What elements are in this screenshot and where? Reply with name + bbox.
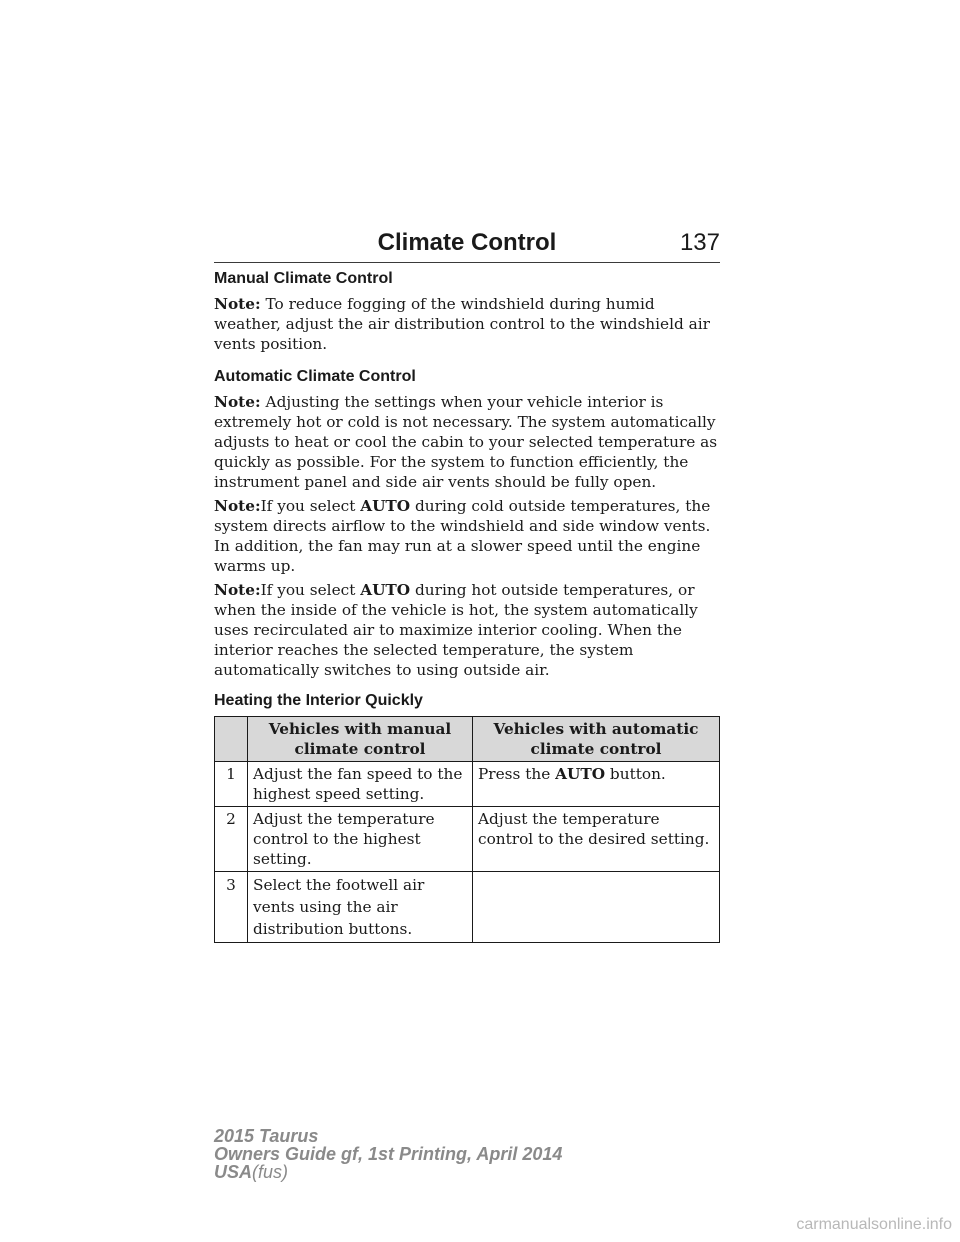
cell-text-pre: Press the xyxy=(478,765,556,783)
footer-region: (fus) xyxy=(252,1162,289,1182)
cell-text-post: button. xyxy=(605,765,666,783)
note-automatic-1 xyxy=(214,392,722,492)
note-text-post: during hot outside temperatures, or when the inside of the vehicle is hot, the system automatically uses recirculated air to maximize interior cooling. When the interior reaches the selected temperature, the system automatically switches to using outside air. xyxy=(214,581,698,679)
document-footer xyxy=(214,1127,562,1181)
page-header xyxy=(214,224,720,263)
note-text-pre: If you select xyxy=(260,497,361,515)
section-heading-heating: Heating the Interior Quickly xyxy=(214,692,423,709)
note-label: Note: xyxy=(214,295,261,313)
cell-automatic xyxy=(473,872,720,943)
footer-market xyxy=(214,1163,562,1181)
row-number: 1 xyxy=(215,762,248,807)
auto-keyword: AUTO xyxy=(360,581,411,599)
watermark: carmanualsonline.info xyxy=(796,1216,952,1233)
footer-country: USA xyxy=(214,1162,253,1182)
page-title: Climate Control xyxy=(377,229,557,256)
note-text-pre: If you select xyxy=(260,581,361,599)
table-header-row xyxy=(215,717,720,762)
note-text: To reduce fogging of the windshield during humid weather, adjust the air distribution control to the windshield air vents position. xyxy=(214,295,710,353)
row-number: 2 xyxy=(215,807,248,872)
page-content xyxy=(214,268,722,943)
auto-keyword: AUTO xyxy=(555,765,606,783)
cell-automatic xyxy=(473,762,720,807)
table-header-automatic: Vehicles with automatic climate control xyxy=(473,717,720,762)
page-number: 137 xyxy=(679,229,720,256)
cell-manual: Adjust the temperature control to the highest setting. xyxy=(248,807,473,872)
table-header-manual: Vehicles with manual climate control xyxy=(248,717,473,762)
note-manual xyxy=(214,294,722,354)
section-heading-automatic: Automatic Climate Control xyxy=(214,368,416,385)
heating-table xyxy=(214,716,720,943)
table-row xyxy=(215,872,720,943)
note-text-post: during cold outside temperatures, the system directs airflow to the windshield and side window vents. In addition, the fan may run at a slower speed until the engine warms up. xyxy=(214,497,711,575)
note-label: Note: xyxy=(214,393,261,411)
note-automatic-3 xyxy=(214,580,722,680)
table-header-num xyxy=(215,717,248,762)
footer-model: 2015 Taurus xyxy=(214,1126,319,1146)
auto-keyword: AUTO xyxy=(360,497,411,515)
section-heading-manual: Manual Climate Control xyxy=(214,270,393,287)
row-number: 3 xyxy=(215,872,248,943)
table-row xyxy=(215,762,720,807)
cell-manual: Adjust the fan speed to the highest speed setting. xyxy=(248,762,473,807)
note-label: Note: xyxy=(214,497,261,515)
cell-manual: Select the footwell air vents using the air distribution buttons. xyxy=(248,872,473,943)
table-row xyxy=(215,807,720,872)
note-label: Note: xyxy=(214,581,261,599)
footer-edition: Owners Guide gf, 1st Printing, April 2014 xyxy=(214,1144,563,1164)
cell-automatic: Adjust the temperature control to the desired setting. xyxy=(473,807,720,872)
note-text: Adjusting the settings when your vehicle interior is extremely hot or cold is not necessary. The system automatically adjusts to heat or cool the cabin to your selected temperature as quickly as possible. For the system to function efficiently, the instrument panel and side air vents should be fully open. xyxy=(214,393,718,491)
note-automatic-2 xyxy=(214,496,722,576)
